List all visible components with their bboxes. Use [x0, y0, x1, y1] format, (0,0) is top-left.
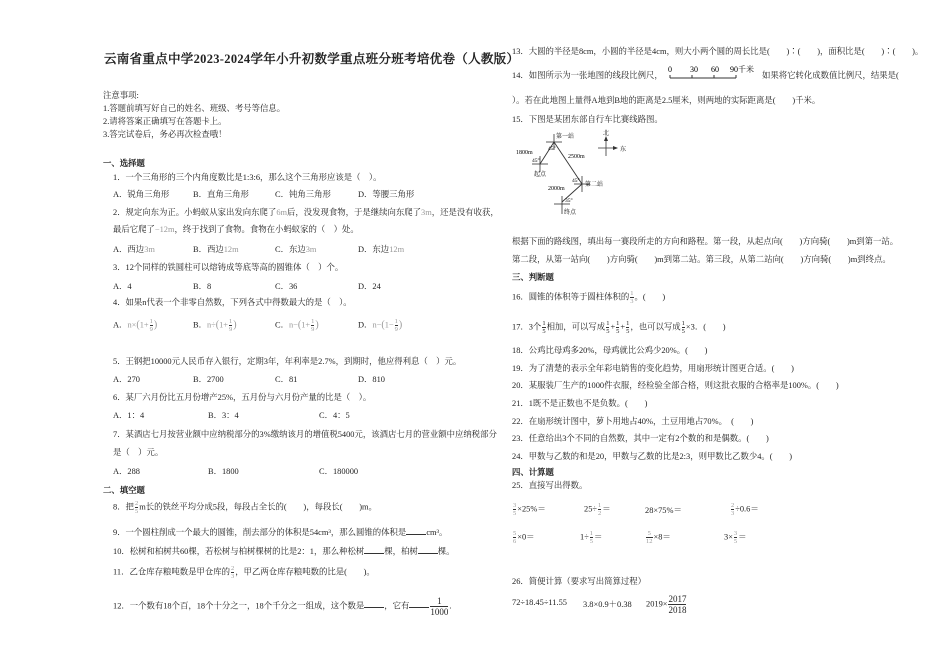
option: D．等腰三角形: [358, 190, 415, 199]
option: A．1：4: [113, 411, 145, 420]
fraction: $\frac{3}{5}$: [513, 502, 517, 517]
option-label: C．: [275, 320, 289, 330]
stem-text: ，终于找到了食物。食物在小蚂蚁家的（ ）处。: [174, 225, 359, 234]
stem-text: 8．把: [113, 502, 134, 512]
option: A．锐角三角形: [113, 190, 170, 199]
option-label: B．西边: [193, 245, 224, 254]
stem-text: 17．3个: [512, 322, 542, 332]
fraction: [630, 290, 633, 305]
numerator: 1: [606, 320, 610, 327]
option: A．4: [113, 282, 132, 291]
denominator: 5: [681, 328, 685, 335]
numerator: 1: [616, 320, 620, 327]
stem-text: 棵。: [437, 547, 455, 556]
denominator: 3: [230, 573, 235, 580]
expr: n−: [372, 320, 382, 330]
fraction: $\frac{5}{6}$: [513, 530, 517, 545]
stem-text: cm³。: [426, 528, 448, 537]
unit-text: 3m: [421, 208, 432, 217]
calc-item: [646, 594, 687, 615]
calc-expr: ＝: [594, 532, 603, 542]
answer-blank[interactable]: [418, 544, 438, 554]
question-stem: 25．直接写出得数。: [512, 481, 588, 490]
option: B．2700: [193, 375, 224, 384]
scale-tick-label: 60: [711, 65, 719, 74]
note-item: 1.答题前填写好自己的姓名、班级、考号等信息。: [103, 104, 286, 113]
question-stem: [113, 500, 377, 515]
denominator: 9: [394, 326, 398, 333]
fraction: $\frac{3}{5}$: [733, 530, 738, 545]
stem-text: 11．乙仓库存粮吨数是甲仓库的: [113, 567, 230, 577]
fraction: [229, 318, 232, 333]
question-stem: 7．某酒店七月按营业额中应纳税部分的3%缴纳该月的增值税5400元，该酒店七月的营业额中应纳税部分: [113, 430, 497, 439]
stem-text: ，还是没有收获，: [431, 208, 499, 217]
numerator: 1: [437, 596, 442, 606]
denominator: 2018: [668, 605, 687, 615]
angle-label: 45°: [532, 158, 540, 164]
question-stem: 22．在扇形统计图中，萝卜用地占40%，土豆用地占70%。 ( ): [512, 417, 754, 426]
fraction: [682, 320, 685, 335]
option: B．1800: [208, 467, 239, 476]
denominator: 5: [606, 328, 610, 335]
option: D．n−(1− $\frac{1}{9}$ ): [358, 318, 403, 333]
numerator: 1: [542, 320, 546, 327]
question-stem: [113, 224, 359, 236]
scale-tick-label: 30: [690, 65, 698, 74]
option-unit: 12m: [389, 245, 405, 254]
start-label: 起点: [534, 172, 547, 178]
numerator: 2017: [668, 594, 687, 604]
denominator: 5: [542, 328, 546, 335]
stem-text: ，也可以写成: [630, 322, 681, 332]
calc-expr: ÷0.6＝: [735, 504, 759, 514]
stem-text: 2．规定向东为正。小蚂蚁从家出发向东爬了: [113, 208, 277, 217]
numerator: 1: [311, 318, 315, 325]
exam-title: 云南省重点中学2023-2024学年小升初数学重点班分班考培优卷（人教版）: [104, 52, 520, 66]
calc-item: [512, 530, 535, 545]
question-stem: 17．3个 $\frac{1}{5}$ 相加，可以写成 $\frac{1}{5}$ + $\frac{1}{5}$ + $\frac{1}{5}$ ，也可以写成 $\frac{1}{5}$ ×3．( ): [512, 320, 726, 335]
answer-blank[interactable]: [364, 544, 384, 554]
question-stem: 19．为了清楚的表示全年彩电销售的变化趋势，用扇形统计图更合适。( ): [512, 364, 794, 373]
question-stem: 3．12个同样的铁圆柱可以熔铸成等底等高的圆锥体（ ）个。: [113, 263, 344, 272]
option-label: C．东边: [275, 245, 306, 254]
question-stem: ）。若在此地图上量得A地到B地的距离是2.5厘米，则两地的实际距离是( )千米。: [512, 96, 821, 105]
numerator: 2: [230, 565, 235, 572]
unit-text: −12m: [154, 225, 175, 234]
question-stem: [113, 207, 499, 219]
note-item: 2.请将答案正确填写在答题卡上。: [103, 117, 227, 126]
fraction: $\frac{1}{5}$: [589, 530, 594, 545]
numerator: 1: [149, 318, 153, 325]
expr: n×: [127, 320, 137, 330]
option: A．270: [113, 375, 140, 384]
option-unit: 12m: [223, 245, 239, 254]
question-stem: 15．下图是某团东部自行车比赛线路图。: [512, 115, 663, 124]
option-label: D．东边: [358, 245, 390, 254]
fraction: [311, 318, 314, 333]
calc-item: [724, 530, 747, 545]
calc-expr: ＝: [738, 532, 747, 542]
fraction: $\frac{2}{3}$: [731, 502, 735, 517]
answer-blank[interactable]: [406, 525, 426, 535]
scale-tick-label: 0: [668, 65, 672, 74]
denominator: 3: [630, 298, 634, 305]
angle-label: 45°: [548, 146, 556, 152]
question-stem: [113, 596, 451, 617]
answer-blank[interactable]: [364, 598, 384, 608]
calc-expr: ×8＝: [653, 532, 671, 542]
numerator: 1: [630, 290, 634, 297]
calc-item: 72÷18.45÷11.55: [512, 598, 567, 607]
question-stem: [113, 565, 375, 580]
question-stem: 1．一个三角形的三个内角度数比是1:3:6，那么这个三角形应该是（ ）。: [113, 173, 382, 182]
question-stem: 5．王钢把10000元人民币存入银行，定期3年，年利率是2.7%，到期时，他应得利息（ ）元。: [113, 357, 462, 366]
option: D．24: [358, 282, 381, 291]
calc-item: [580, 530, 602, 545]
question-stem: [113, 525, 447, 539]
option: [358, 243, 404, 255]
compass-east-label: 东: [620, 147, 627, 153]
option: B．3：4: [208, 411, 239, 420]
stem-text: 10．松树和柏树共60棵，若松树与柏树棵树的比是2：1，那么种松树: [113, 547, 365, 556]
stem-text: 12．一个数有18个百，18个十分之一，18个千分之一组成，这个数是: [113, 601, 365, 611]
stem-text: 9．一个圆柱削成一个最大的圆锥，削去部分的体积是54cm³，那么圆锥的体积是: [113, 528, 407, 537]
question-stem: 14．如图所示为一张地图的线段比例尺，: [512, 71, 663, 80]
note-item: 3.答完试卷后，务必再次检查哦！: [103, 130, 227, 139]
calc-expr: 2019×: [646, 599, 668, 609]
question-stem: 23．任意给出3个不同的自然数，其中一定有2个数的和是偶数。( ): [512, 434, 769, 443]
question-stem: 24．甲数与乙数的和是20，甲数与乙数的比是2:3，则甲数比乙数少4。( ): [512, 452, 793, 461]
fraction: [542, 320, 545, 335]
calc-item: [512, 502, 546, 517]
question-stem: 13．大圆的半径是8cm，小圆的半径是4cm，则大小两个圆的周长比是( )∶( )，面积比是( )∶( )。: [512, 47, 924, 56]
expr: n−: [288, 320, 298, 330]
denominator: 5: [134, 508, 139, 515]
expr: 1+: [301, 320, 311, 330]
stem-text: 16．圆锥的体积等于圆柱体积的: [512, 292, 630, 302]
expr: 1+: [139, 320, 149, 330]
fraction: [395, 318, 398, 333]
option: D．810: [358, 375, 385, 384]
option: [275, 243, 316, 255]
distance-label: 2000m: [548, 186, 565, 192]
fraction: $\frac{1}{2}$: [597, 502, 602, 517]
question-stem: 根据下面的路线图，填出每一赛段所走的方向和路程。第一段，从起点向( )方向骑( )m到第一站。: [512, 237, 899, 246]
option-label: D．: [358, 320, 373, 330]
denominator: 5: [616, 328, 620, 335]
section-heading: 二、填空题: [103, 486, 145, 495]
distance-label: 2500m: [568, 154, 585, 160]
numerator: 1: [394, 318, 398, 325]
option: [193, 243, 239, 255]
question-stem: 21．1既不是正数也不是负数。( ): [512, 399, 648, 408]
denominator: 9: [311, 326, 315, 333]
calc-item: 28×75%＝: [645, 506, 682, 515]
option: [113, 243, 155, 255]
route-map-figure: [510, 128, 640, 218]
denominator: 9: [229, 326, 233, 333]
stem-text: m长的铁丝平均分成5段，每段占全长的( )，每段长( )m。: [139, 502, 377, 512]
calc-expr: ＝: [602, 504, 611, 514]
stem-text: 后，没发现食物，于是继续向东爬了: [287, 208, 422, 217]
east-arrow-icon: [613, 146, 618, 150]
option: C．钝角三角形: [275, 190, 331, 199]
question-stem: [512, 290, 665, 305]
option: C．36: [275, 282, 298, 291]
option: B．n÷(1+ $\frac{1}{9}$ ): [193, 318, 237, 333]
option: A．n×(1+ $\frac{1}{9}$ ): [113, 318, 158, 333]
option: C．81: [275, 375, 298, 384]
fraction: [231, 565, 234, 580]
calc-expr: 3×: [724, 532, 733, 542]
option-label: A．: [113, 320, 128, 330]
option-unit: 3m: [144, 245, 155, 254]
calc-item: [584, 502, 611, 517]
fraction: $\frac{5}{12}$: [646, 530, 653, 545]
numerator: 1: [681, 320, 685, 327]
fraction: [616, 320, 619, 335]
numerator: 1: [626, 320, 630, 327]
fraction: [430, 596, 448, 617]
fraction: [150, 318, 153, 333]
question-stem: 是（ ）元。: [113, 448, 164, 457]
option: C．4：5: [319, 411, 350, 420]
denominator: 9: [149, 326, 153, 333]
option-unit: 3m: [305, 245, 317, 254]
option: C．180000: [319, 467, 359, 476]
question-stem: 26．简便计算（要求写出简算过程）: [512, 577, 646, 586]
option-label: B．: [193, 320, 207, 330]
answer-blank[interactable]: [409, 598, 429, 608]
fraction: [626, 320, 629, 335]
notes-heading: 注意事项:: [103, 91, 139, 100]
stem-text: 。( ): [634, 292, 666, 302]
denominator: 5: [626, 328, 630, 335]
fraction: [135, 500, 138, 515]
stem-text: ，它有: [384, 601, 410, 611]
distance-label: 1800m: [516, 150, 533, 156]
denominator: 1000: [430, 607, 449, 617]
expr: n÷: [206, 320, 216, 330]
calc-item: [730, 502, 759, 517]
calc-item: [645, 530, 671, 545]
option: B．直角三角形: [193, 190, 249, 199]
fraction: [668, 594, 686, 615]
station-label: 第一站: [556, 134, 575, 140]
option: B．8: [193, 282, 212, 291]
expr: 1−: [384, 320, 394, 330]
stem-text: 棵，柏树: [384, 547, 418, 556]
question-stem: [113, 544, 455, 558]
fraction: [606, 320, 609, 335]
scale-bar-figure: [662, 62, 762, 84]
calc-expr: 25÷: [584, 504, 597, 514]
question-stem: 第二段，从第一站向( )方向骑( )m到第二站。第三段，从第二站向( )方向骑( )m到终点。: [512, 255, 891, 264]
end-label: 终点: [564, 210, 577, 216]
numerator: 1: [229, 318, 233, 325]
question-stem: 20．某服装厂生产的1000件衣服，经检验全部合格，则这批衣服的合格率是100%。( ): [512, 381, 839, 390]
numerator: 2: [134, 500, 139, 507]
question-stem: 6．某厂六月份比五月份增产25%，五月份与六月份产量的比是（ ）。: [113, 393, 372, 402]
stem-text: 最后它爬了: [113, 225, 155, 234]
stem-text: 相加，可以写成: [546, 322, 606, 332]
calc-item: 3.8×0.9＋0.38: [583, 600, 632, 609]
expr: 1+: [219, 320, 229, 330]
calc-expr: ×25%＝: [517, 504, 546, 514]
compass-north-label: 北: [603, 131, 610, 137]
section-heading: 四、计算题: [512, 468, 554, 477]
section-heading: 三、判断题: [512, 273, 554, 282]
stem-text: ×3．( ): [685, 322, 726, 332]
question-stem: 18．公鸡比母鸡多20%，母鸡就比公鸡少20%。( ): [512, 346, 708, 355]
question-stem: 4．如果n代表一个非零自然数，下列各式中得数最大的是（ ）。: [113, 298, 352, 307]
question-stem: 如果将它转化成数值比例尺，结果是(: [762, 71, 899, 80]
calc-expr: ×0＝: [517, 532, 535, 542]
unit-text: 6m: [276, 208, 288, 217]
option: A．288: [113, 467, 140, 476]
station-label: 第二站: [585, 182, 604, 188]
option-label: A．西边: [113, 245, 145, 254]
calc-expr: 1÷: [580, 532, 589, 542]
angle-label: 35°: [565, 198, 573, 204]
option: C．n−(1+ $\frac{1}{9}$ ): [275, 318, 319, 333]
section-heading: 一、选择题: [103, 159, 145, 168]
angle-label: 45°: [572, 178, 580, 184]
scale-tick-label: 90千米: [730, 65, 754, 74]
stem-text: ，甲乙两仓库存粮吨数的比是( )。: [235, 567, 375, 577]
stem-text: .: [449, 601, 452, 611]
